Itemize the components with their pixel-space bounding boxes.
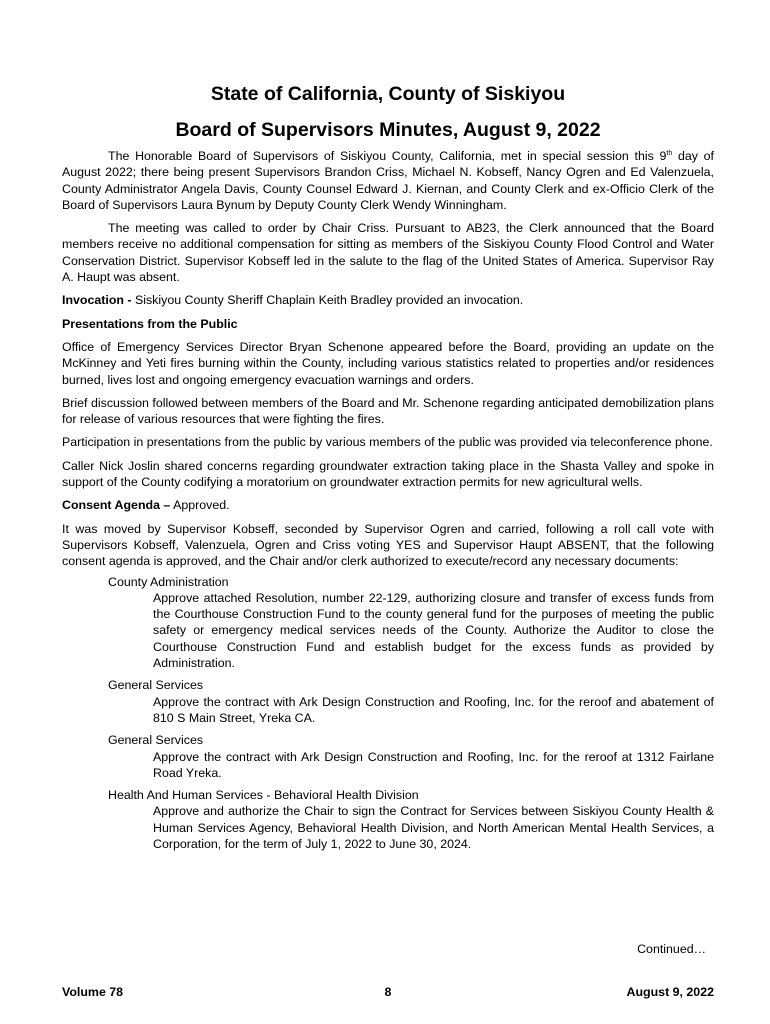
presentations-paragraph-3: Participation in presentations from the public by various members of the public was provided via teleconference phone. (62, 435, 713, 450)
footer-volume: Volume 78 (62, 985, 124, 999)
intro-text-1a: The Honorable Board of Supervisors of Siskiyou County, California, met in special session this 9 (108, 149, 667, 163)
continued-note: Continued… (637, 942, 706, 956)
consent-motion: It was moved by Supervisor Kobseff, seconded by Supervisor Ogren and carried, following a roll call vote with Supervisors Kobseff, Valenzuela, Ogren and Criss voting YES and Supervisor Haupt ABSENT, that the following consent agenda is approved, and the Chair and/or clerk authorized to execute/record any necessary documents: (62, 521, 714, 569)
intro-paragraph-1 (62, 148, 714, 213)
consent-item-text: Approve attached Resolution, number 22-129, authorizing closure and transfer of excess funds from the Courthouse Construction Fund to the county general fund for the purposes of meeting the public safety or emergency medical services needs of the County. Authorize the Auditor to close the Courthouse Construction Fund and establish budget for the excess funds as provided by Administration. (153, 590, 714, 671)
invocation-text: Siskiyou County Sheriff Chaplain Keith Bradley provided an invocation. (131, 293, 524, 308)
invocation-paragraph (62, 292, 714, 308)
presentations-paragraph-4: Caller Nick Joslin shared concerns regarding groundwater extraction taking place in the Shasta Valley and spoke in support of the County codifying a moratorium on groundwater extraction permits for new agricultural wells. (62, 458, 714, 490)
consent-item-department: County Administration (108, 574, 229, 589)
consent-item-department: General Services (108, 733, 204, 748)
consent-status: Approved. (170, 498, 230, 513)
consent-label: Consent Agenda – (62, 498, 171, 513)
footer-page-number: 8 (384, 985, 392, 999)
intro-paragraph-2: The meeting was called to order by Chair Criss. Pursuant to AB23, the Clerk announced that the Board members receive no additional compensation for sitting as members of the Siskiyou County Flood Control and Water Conservation District. Supervisor Kobseff led in the salute to the flag of the United States of America. Supervisor Ray A. Haupt was absent. (62, 221, 714, 285)
presentations-paragraph-2: Brief discussion followed between members of the Board and Mr. Schenone regarding anticipated demobilization plans for release of various resources that were fighting the fires. (62, 395, 714, 427)
consent-item-department: General Services (108, 678, 204, 693)
ordinal-suffix: th (666, 149, 673, 157)
consent-item-2 (62, 677, 714, 726)
invocation-label: Invocation - (62, 293, 132, 308)
consent-item-3 (62, 732, 714, 781)
consent-item-text: Approve the contract with Ark Design Construction and Roofing, Inc. for the reroof and abatement of 810 S Main Street, Yreka CA. (153, 694, 714, 725)
presentations-paragraph-1: Office of Emergency Services Director Bryan Schenone appeared before the Board, providing an update on the McKinney and Yeti fires burning within the County, including various statistics related to properties and/or residences burned, lives lost and ongoing emergency evacuation warnings and orders. (62, 339, 714, 387)
consent-item-text: Approve the contract with Ark Design Construction and Roofing, Inc. for the reroof at 1312 Fairlane Road Yreka. (153, 749, 714, 780)
footer-date: August 9, 2022 (626, 985, 714, 999)
consent-item-4 (62, 787, 714, 852)
minutes-body (62, 148, 714, 858)
document-title-line2: Board of Supervisors Minutes, August 9, 2022 (175, 119, 601, 141)
intro-text-1b: day of August 2022; there being present Supervisors Brandon Criss, Michael N. Kobseff, Nancy Ogren and Ed Valenzuela, County Administrator Angela Davis, County Counsel Edward J. Kiernan, and County Clerk and ex-Officio Clerk of the Board of Supervisors Laura Bynum by Deputy County Clerk Wendy Winningham. (62, 149, 714, 212)
consent-item-text: Approve and authorize the Chair to sign the Contract for Services between Siskiyou County Health & Human Services Agency, Behavioral Health Division, and North American Mental Health Services, a Corporation, for the term of July 1, 2022 to June 30, 2024. (153, 804, 714, 851)
consent-item-1 (62, 574, 714, 672)
consent-heading (62, 497, 714, 513)
document-title-line1: State of California, County of Siskiyou (210, 83, 566, 105)
presentations-heading: Presentations from the Public (62, 316, 238, 331)
consent-item-department: Health And Human Services - Behavioral Health Division (108, 788, 419, 803)
